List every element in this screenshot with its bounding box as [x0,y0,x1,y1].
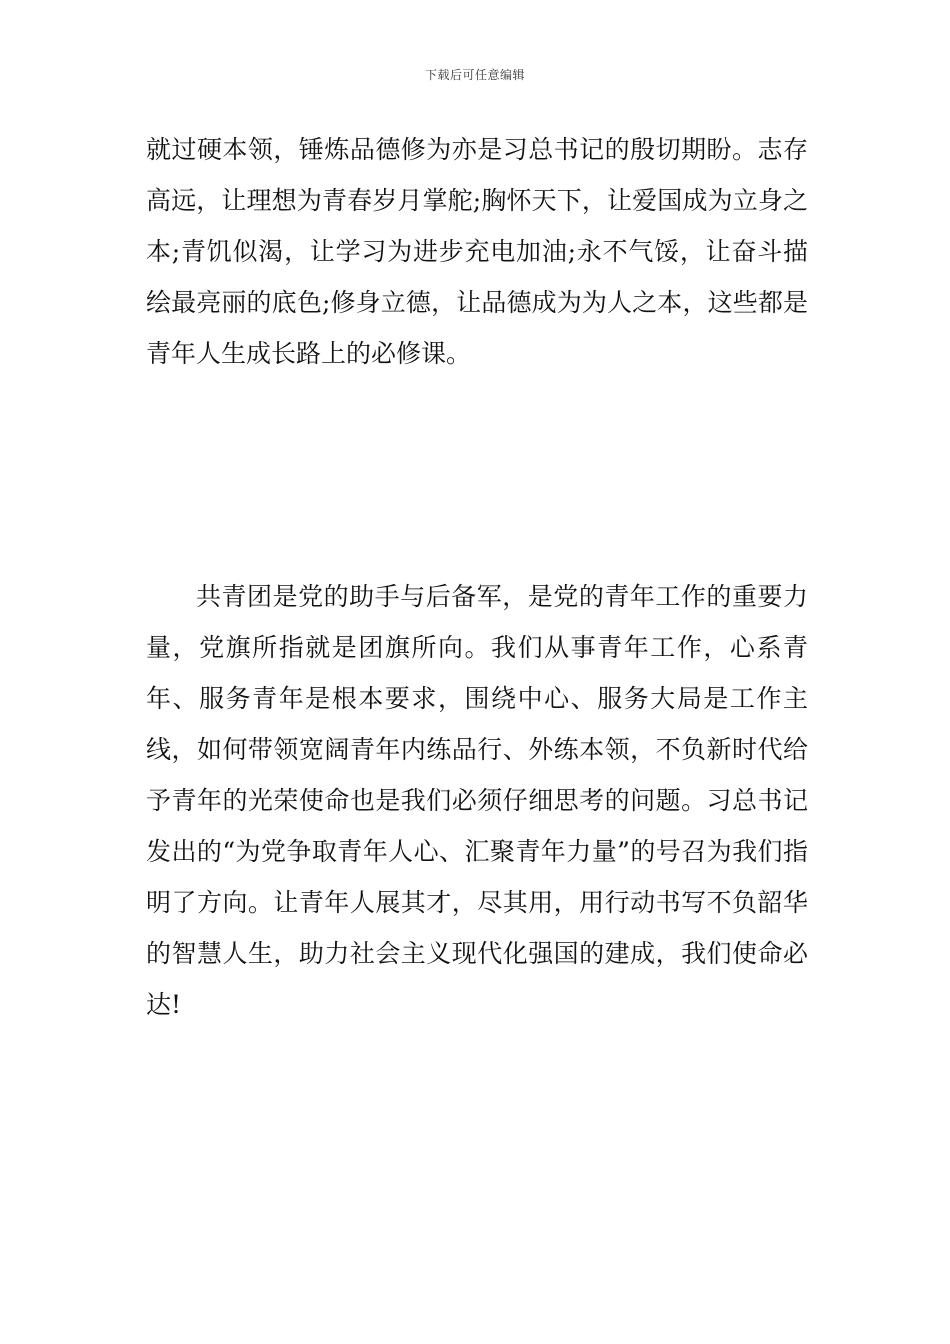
page-header-note: 下载后可任意编辑 [424,68,525,82]
body-paragraph-1: 就过硬本领，锤炼品德修为亦是习总书记的殷切期盼。志存高远，让理想为青春岁月掌舵;胸怀天下，让爱国成为立身之本;青饥似渴，让学习为进步充电加油;永不气馁，让奋斗描绘最亮丽的底色;修身立德，让品德成为为人之本，这些都是青年人生成长路上的必修课。 [146,135,808,368]
body-paragraph-2: 共青团是党的助手与后备军，是党的青年工作的重要力量，党旗所指就是团旗所向。我们从事青年工作，心系青年、服务青年是根本要求，围绕中心、服务大局是工作主线，如何带领宽阔青年内练品行、外练本领，不负新时代给予青年的光荣使命也是我们必须仔细思考的问题。习总书记发出的“为党争取青年人心、汇聚青年力量”的号召为我们指明了方向。让青年人展其才，尽其用，用行动书写不负韶华的智慧人生，助力社会主义现代化强国的建成，我们使命必达! [146,582,808,1019]
